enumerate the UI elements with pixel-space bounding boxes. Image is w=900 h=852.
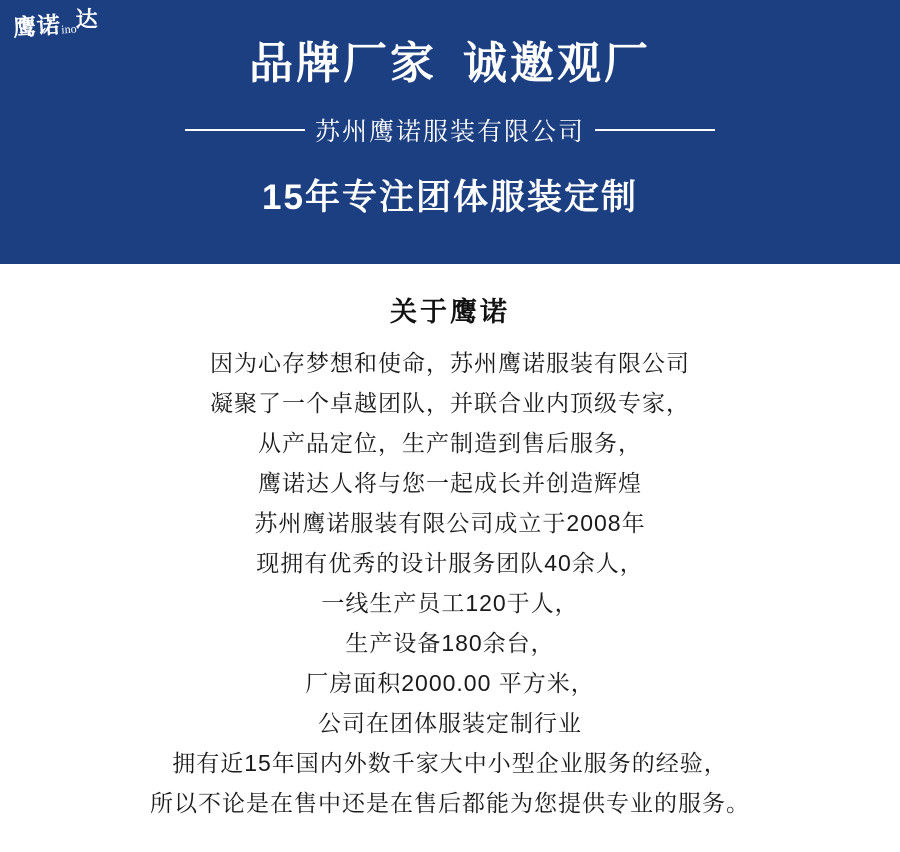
brand-logo-main-text: 鹰诺 [12,12,62,41]
banner-subtitle: 苏州鹰诺服装有限公司 [315,118,586,147]
about-body [0,343,900,823]
brand-logo-tail-text: 达 [75,6,100,32]
about-line: 生产设备180余台， [345,630,555,656]
banner-title-left: 品牌厂家 [249,39,437,88]
banner-content [180,0,720,264]
brand-logo-small-text: ino [60,21,78,37]
about-line: 所以不论是在售中还是在售后都能为您提供专业的服务。 [150,790,750,816]
header-banner [0,0,900,264]
about-line: 拥有近15年国内外数千家大中小型企业服务的经验， [172,750,728,776]
about-line: 现拥有优秀的设计服务团队40余人， [256,550,644,576]
banner-tagline: 15年专注团体服装定制 [262,178,638,218]
about-line: 厂房面积2000.00 平方米， [305,670,595,696]
about-line: 鹰诺达人将与您一起成长并创造辉煌 [258,470,642,496]
banner-title-right: 诚邀观厂 [463,39,651,88]
about-line: 因为心存梦想和使命，苏州鹰诺服装有限公司 [210,350,690,376]
about-section [0,264,900,823]
about-line: 一线生产员工120于人， [321,590,579,616]
banner-subtitle-row [185,112,715,148]
about-heading: 关于鹰诺 [390,297,510,327]
about-line: 从产品定位，生产制造到售后服务， [258,430,642,456]
about-line: 凝聚了一个卓越团队，并联合业内顶级专家， [210,390,690,416]
banner-title [249,40,651,88]
about-line: 公司在团体服装定制行业 [318,710,582,736]
brand-logo-icon [12,8,126,72]
divider-left [185,129,305,131]
divider-right [595,129,715,131]
about-line: 苏州鹰诺服装有限公司成立于2008年 [254,510,646,536]
